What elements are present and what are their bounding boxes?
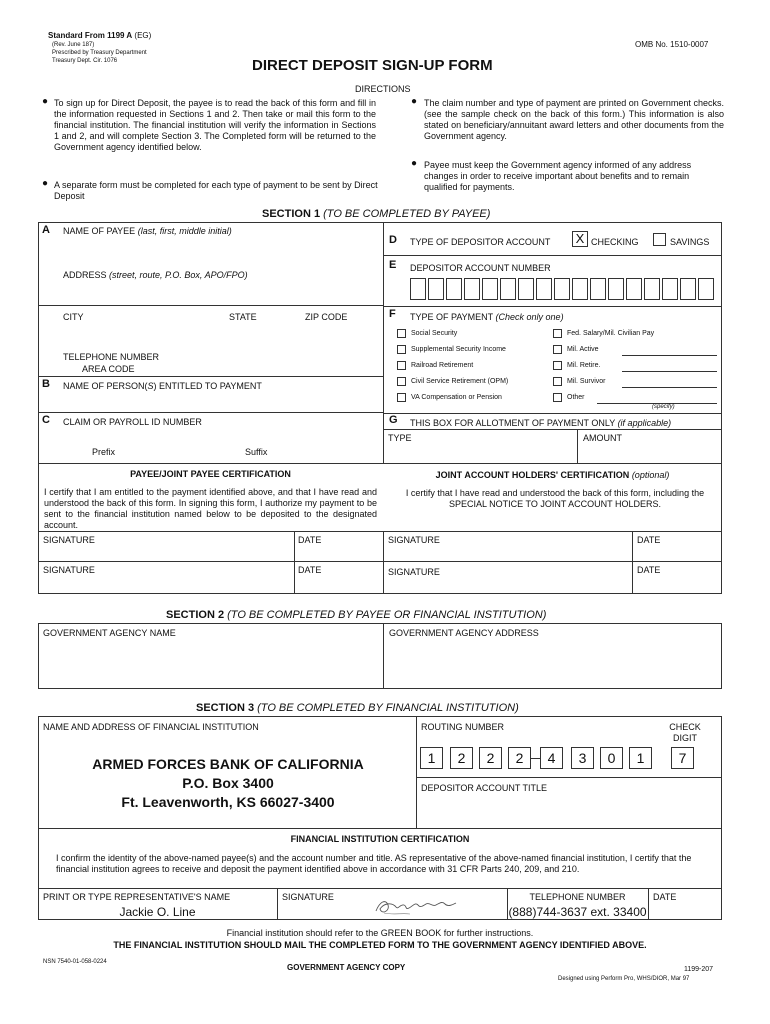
routing-digit-box[interactable]: 2 [508, 747, 531, 769]
rule [648, 888, 649, 920]
payment-checkbox[interactable] [397, 361, 406, 370]
fi-signature-label: SIGNATURE [282, 892, 334, 902]
section-letter-b: B [42, 378, 50, 390]
address-label: ADDRESS (street, route, P.O. Box, APO/FPO) [63, 270, 248, 280]
directions-heading: DIRECTIONS [355, 84, 411, 94]
rule [38, 305, 383, 306]
date-label: DATE [637, 565, 661, 575]
payment-checkbox[interactable] [397, 377, 406, 386]
rule [38, 531, 722, 532]
account-digit-box[interactable] [536, 278, 552, 300]
section-letter-e: E [389, 259, 397, 271]
person-entitled-label: NAME OF PERSON(S) ENTITLED TO PAYMENT [63, 381, 262, 391]
city-label: CITY [63, 312, 84, 322]
telephone-label: TELEPHONE NUMBER [63, 352, 160, 362]
payment-option: Fed. Salary/Mil. Civilian Pay [567, 330, 655, 337]
direction-text: To sign up for Direct Deposit, the payee is to read the back of this form and fill in the information requested in Sections 1 and 2. Then take or mail this form to the financial institution. The financial institution will verify the information in Sections 1 and 2, and will complete Section 3. The Completed form will be returned to the Government agency identified below. [54, 98, 376, 152]
rule [383, 623, 384, 689]
joint-cert-title: JOINT ACCOUNT HOLDERS' CERTIFICATION (optional) [435, 470, 670, 480]
payment-checkbox[interactable] [553, 361, 562, 370]
payment-option: VA Compensation or Pension [411, 394, 502, 401]
mail-instruction: THE FINANCIAL INSTITUTION SHOULD MAIL THE COMPLETED FORM TO THE GOVERNMENT AGENCY IDENTIFIED ABOVE. [113, 940, 647, 950]
account-digit-box[interactable] [410, 278, 426, 300]
area-code-label: AREA CODE [82, 364, 135, 374]
payment-checkbox[interactable] [553, 345, 562, 354]
amount-label: AMOUNT [583, 433, 622, 443]
green-book-note: Financial institution should refer to the GREEN BOOK for further instructions. [226, 928, 534, 938]
account-digit-box[interactable] [698, 278, 714, 300]
account-number-label: DEPOSITOR ACCOUNT NUMBER [410, 263, 551, 273]
form-number: 1199-207 [684, 966, 714, 973]
date-label: DATE [637, 535, 661, 545]
account-digit-box[interactable] [500, 278, 516, 300]
blank-line[interactable] [622, 387, 717, 388]
designed-by: Designed using Perform Pro, WHS/DIOR, Mar 97 [558, 976, 690, 982]
signature-label: SIGNATURE [43, 535, 95, 545]
rule [383, 531, 384, 594]
handwritten-signature [372, 893, 467, 918]
suffix-label: Suffix [245, 447, 268, 457]
zip-label: ZIP CODE [305, 312, 348, 322]
payment-option: Social Security [411, 330, 458, 337]
routing-number-label: ROUTING NUMBER [421, 722, 504, 732]
bullet-icon: ● [411, 96, 418, 107]
rule [416, 716, 417, 828]
payment-option: Railroad Retirement [411, 362, 474, 369]
routing-digit-box[interactable]: 2 [450, 747, 473, 769]
section3-heading: SECTION 3 (TO BE COMPLETED BY FINANCIAL INSTITUTION) [196, 702, 519, 714]
rule [38, 376, 383, 377]
account-digit-box[interactable] [644, 278, 660, 300]
bullet-icon: ● [42, 96, 49, 107]
account-digit-box[interactable] [482, 278, 498, 300]
rule [38, 828, 722, 829]
blank-line[interactable] [622, 355, 717, 356]
rule [416, 777, 722, 778]
payment-option: Mil. Survivor [567, 378, 606, 385]
account-digit-box[interactable] [680, 278, 696, 300]
account-digit-box[interactable] [626, 278, 642, 300]
section1-heading: SECTION 1 (TO BE COMPLETED BY PAYEE) [262, 208, 491, 220]
fi-city: Ft. Leavenworth, KS 66027-3400 [121, 794, 335, 810]
rule [38, 463, 722, 464]
account-type-label: TYPE OF DEPOSITOR ACCOUNT [410, 237, 551, 247]
specify-label: (specify) [652, 404, 675, 410]
payment-checkbox[interactable] [397, 393, 406, 402]
rule [383, 413, 722, 414]
routing-digit-box[interactable]: 4 [540, 747, 563, 769]
fi-cert-title: FINANCIAL INSTITUTION CERTIFICATION [290, 834, 470, 844]
routing-digit-box[interactable]: 1 [420, 747, 443, 769]
checking-checkbox[interactable]: X [572, 231, 588, 247]
rule [577, 429, 578, 463]
prefix-label: Prefix [92, 447, 116, 457]
allotment-label: THIS BOX FOR ALLOTMENT OF PAYMENT ONLY (if applicable) [410, 418, 672, 428]
omb-number: OMB No. 1510-0007 [635, 40, 709, 49]
signature-label: SIGNATURE [388, 535, 440, 545]
account-digit-box[interactable] [590, 278, 606, 300]
check-digit-label: CHECK DIGIT [669, 722, 701, 743]
payee-cert-title: PAYEE/JOINT PAYEE CERTIFICATION [130, 469, 291, 479]
section-letter-c: C [42, 414, 50, 426]
routing-digit-box[interactable]: 0 [600, 747, 623, 769]
rule [277, 888, 278, 920]
page-title: DIRECT DEPOSIT SIGN-UP FORM [252, 57, 493, 74]
routing-dash [531, 758, 540, 759]
direction-text: Payee must keep the Government agency informed of any address changes in order to receive important about benefits and to remain qualified for payments. [424, 160, 692, 192]
payment-option: Other [567, 394, 585, 401]
telephone-label: TELEPHONE NUMBER [529, 892, 626, 902]
prescribed-by: Prescribed by Treasury Department [52, 50, 147, 56]
checking-label: CHECKING [591, 237, 639, 247]
savings-label: SAVINGS [670, 237, 710, 247]
fi-name-label: NAME AND ADDRESS OF FINANCIAL INSTITUTION [43, 722, 259, 732]
agency-address-label: GOVERNMENT AGENCY ADDRESS [389, 628, 539, 638]
account-title-label: DEPOSITOR ACCOUNT TITLE [421, 783, 548, 793]
rule [38, 561, 722, 562]
account-digit-box[interactable] [608, 278, 624, 300]
payment-checkbox[interactable] [397, 329, 406, 338]
payment-checkbox[interactable] [553, 377, 562, 386]
fi-po-box: P.O. Box 3400 [182, 775, 274, 791]
section-letter-g: G [389, 414, 398, 426]
nsn-number: NSN 7540-01-058-0224 [43, 959, 107, 965]
claim-id-label: CLAIM OR PAYROLL ID NUMBER [63, 417, 202, 427]
agency-name-label: GOVERNMENT AGENCY NAME [43, 628, 176, 638]
date-label: DATE [298, 535, 322, 545]
account-digit-box[interactable] [446, 278, 462, 300]
payment-checkbox[interactable] [397, 345, 406, 354]
account-digit-box[interactable] [518, 278, 534, 300]
fi-date-label: DATE [653, 892, 677, 902]
section1-divider [383, 222, 384, 464]
routing-digit-box[interactable]: 1 [629, 747, 652, 769]
joint-cert-text: I certify that I have read and understood the back of this form, including the SPECIAL NOTICE TO JOINT ACCOUNT HOLDERS. [405, 488, 705, 509]
fi-name: ARMED FORCES BANK OF CALIFORNIA [92, 756, 364, 772]
payment-option: Supplemental Security Income [411, 346, 506, 353]
payee-cert-text: I certify that I am entitled to the payment identified above, and that I have read and understood the back of this form. In signing this form, I authorize my payment to be sent to the financial institution named below to be deposited to the designated account. [44, 487, 377, 530]
account-digit-box[interactable] [554, 278, 570, 300]
account-digit-box[interactable] [428, 278, 444, 300]
section-letter-a: A [42, 224, 50, 236]
form-revision: (Rev. June 187) [52, 42, 95, 48]
bullet-icon: ● [411, 158, 418, 169]
state-label: STATE [229, 312, 257, 322]
rep-name-label: PRINT OR TYPE REPRESENTATIVE'S NAME [43, 892, 231, 902]
payment-option: Civil Service Retirement (OPM) [411, 378, 509, 385]
rep-name: Jackie O. Line [119, 905, 196, 919]
section-letter-f: F [389, 308, 396, 320]
rule [38, 412, 383, 413]
direction-text: The claim number and type of payment are printed on Government checks. (see the sample check on the back of this form.) This information is also stated on beneficiary/annuitant award letters and other documents from the Government agency. [424, 98, 724, 141]
rule [383, 306, 722, 307]
rule [294, 531, 295, 594]
section-letter-d: D [389, 234, 397, 246]
direction-text: A separate form must be completed for each type of payment to be sent by Direct Deposit [54, 180, 378, 201]
date-label: DATE [298, 565, 322, 575]
bullet-icon: ● [42, 178, 49, 189]
rule [632, 531, 633, 594]
payment-option: Mil. Active [567, 346, 599, 353]
payment-option: Mil. Retire. [567, 362, 601, 369]
payee-name-label: NAME OF PAYEE (last, first, middle initial) [63, 226, 232, 236]
blank-line[interactable] [622, 371, 717, 372]
rule [38, 888, 722, 889]
routing-digit-box[interactable]: 3 [571, 747, 594, 769]
account-digit-box[interactable] [464, 278, 480, 300]
copy-label: GOVERNMENT AGENCY COPY [287, 963, 406, 972]
signature-label: SIGNATURE [388, 567, 440, 577]
account-digit-box[interactable] [572, 278, 588, 300]
fi-cert-text: I confirm the identity of the above-named payee(s) and the account number and title. AS representative of the above-named financial institution, I certify that the financial institution agrees to receive and deposit the payment identified above in accordance with 31 CFR Parts 240, 209, and 210. [56, 853, 692, 874]
payment-checkbox[interactable] [553, 393, 562, 402]
rule [383, 429, 722, 430]
savings-checkbox[interactable] [653, 233, 666, 246]
section2-heading: SECTION 2 (TO BE COMPLETED BY PAYEE OR FINANCIAL INSTITUTION) [166, 609, 547, 621]
treasury-circular: Treasury Dept. Cir. 1076 [52, 58, 118, 64]
rule [383, 255, 722, 256]
signature-label: SIGNATURE [43, 565, 95, 575]
type-label: TYPE [388, 433, 412, 443]
fi-telephone: (888)744-3637 ext. 33400 [508, 905, 647, 919]
form-id: Standard From 1199 A (EG) [48, 31, 152, 40]
routing-digit-box[interactable]: 2 [479, 747, 502, 769]
account-digit-box[interactable] [662, 278, 678, 300]
check-digit-box[interactable]: 7 [671, 747, 694, 769]
payment-type-label: TYPE OF PAYMENT (Check only one) [410, 312, 564, 322]
payment-checkbox[interactable] [553, 329, 562, 338]
